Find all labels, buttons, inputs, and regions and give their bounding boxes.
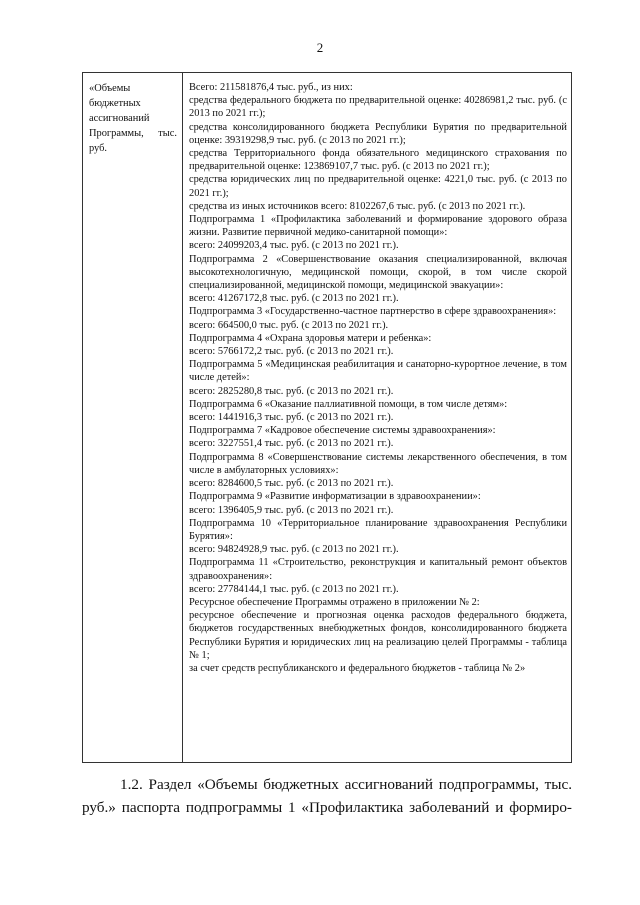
subprogram-line: всего: 27784144,1 тыс. руб. (с 2013 по 2021 гг.). (189, 583, 399, 595)
subprogram-line: Подпрограмма 8 «Совершенствование системы лекарственного обеспечения, в том числе в амбулаторных условиях»: (189, 451, 567, 476)
subprogram-line: Подпрограмма 2 «Совершенствование оказания специализированной, включая высокотехнологичную, медицинской помощи, скорой, в том числе скорой специализированной, медицинской помощи, медицинской эвакуации»: (189, 253, 567, 292)
subprogram-line: Подпрограмма 6 «Оказание паллиативной помощи, в том числе детям»: (189, 398, 508, 410)
column-divider (182, 73, 183, 762)
subprogram-line: всего: 664500,0 тыс. руб. (с 2013 по 2021 гг.). (189, 319, 389, 331)
paragraph-text: 1.2. Раздел «Объемы бюджетных ассигнований подпрограммы, тыс. руб.» паспорта подпрограммы 1 «Профилактика заболеваний и формиро- (82, 776, 572, 816)
subprogram-line: всего: 3227551,4 тыс. руб. (с 2013 по 2021 гг.). (189, 438, 394, 450)
subprogram-line: Подпрограмма 11 «Строительство, реконструкция и капитальный ремонт объектов здравоохранения»: (189, 557, 567, 582)
page-number: 2 (316, 40, 324, 55)
subprogram-line: Подпрограмма 4 «Охрана здоровья матери и ребенка»: (189, 332, 432, 344)
funding-line: средства Территориального фонда обязательного медицинского страхования по предварительной оценке: 123869107,7 тыс. руб. (с 2013 по 2021 гг.); (189, 148, 567, 173)
subprogram-line: всего: 1441916,3 тыс. руб. (с 2013 по 2021 гг.). (189, 412, 394, 424)
subprogram-line: всего: 94824928,9 тыс. руб. (с 2013 по 2021 гг.). (189, 544, 399, 556)
subprogram-line: Подпрограмма 9 «Развитие информатизации в здравоохранении»: (189, 491, 481, 503)
funding-line: средства из иных источников всего: 8102267,6 тыс. руб. (с 2013 по 2021 гг.). (189, 200, 526, 212)
subprogram-line: Подпрограмма 5 «Медицинская реабилитация и санаторно-курортное лечение, в том числе детей»: (189, 359, 567, 384)
funding-line: средства юридических лиц по предварительной оценке: 4221,0 тыс. руб. (с 2013 по 2021 гг.); (189, 174, 567, 199)
table-row-label: «Объемы бюджетных ассигнований Программы, тыс. руб. (89, 83, 177, 154)
subprogram-line: Подпрограмма 10 «Территориальное планирование здравоохранения Республики Бурятия»: (189, 517, 567, 542)
body-paragraph (82, 773, 572, 819)
subprogram-line: Подпрограмма 1 «Профилактика заболеваний и формирование здорового образа жизни. Развитие первичной медико-санитарной помощи»: (189, 214, 567, 239)
subprogram-line: всего: 1396405,9 тыс. руб. (с 2013 по 2021 гг.). (189, 504, 394, 516)
subprogram-line: всего: 8284600,5 тыс. руб. (с 2013 по 2021 гг.). (189, 478, 394, 490)
passport-table (82, 72, 572, 763)
subprogram-line: всего: 41267172,8 тыс. руб. (с 2013 по 2021 гг.). (189, 293, 399, 305)
subprogram-line: Подпрограмма 3 «Государственно-частное партнерство в сфере здравоохранения»: (189, 306, 557, 318)
table-row-value (189, 81, 567, 675)
funding-line: средства консолидированного бюджета Республики Бурятия по предварительной оценке: 39319298,9 тыс. руб. (с 2013 по 2021 гг.); (189, 121, 567, 146)
subprogram-line: всего: 2825280,8 тыс. руб. (с 2013 по 2021 гг.). (189, 385, 394, 397)
subprogram-line: всего: 5766172,2 тыс. руб. (с 2013 по 2021 гг.). (189, 346, 394, 358)
resource-line: за счет средств республиканского и федерального бюджетов - таблица № 2» (189, 662, 526, 674)
subprogram-line: всего: 24099203,4 тыс. руб. (с 2013 по 2021 гг.). (189, 240, 399, 252)
funding-line: Всего: 211581876,4 тыс. руб., из них: (189, 82, 353, 93)
subprogram-line: Подпрограмма 7 «Кадровое обеспечение системы здравоохранения»: (189, 425, 496, 437)
resource-line: ресурсное обеспечение и прогнозная оценка расходов федерального бюджета, бюджетов государственных внебюджетных фондов, консолидированного бюджета Республики Бурятия и юридических лиц на реализацию целей Программы - таблица № 1; (189, 610, 567, 661)
resource-line: Ресурсное обеспечение Программы отражено в приложении № 2: (189, 596, 480, 608)
funding-line: средства федерального бюджета по предварительной оценке: 40286981,2 тыс. руб. (с 2013 по 2021 гг.); (189, 95, 567, 120)
